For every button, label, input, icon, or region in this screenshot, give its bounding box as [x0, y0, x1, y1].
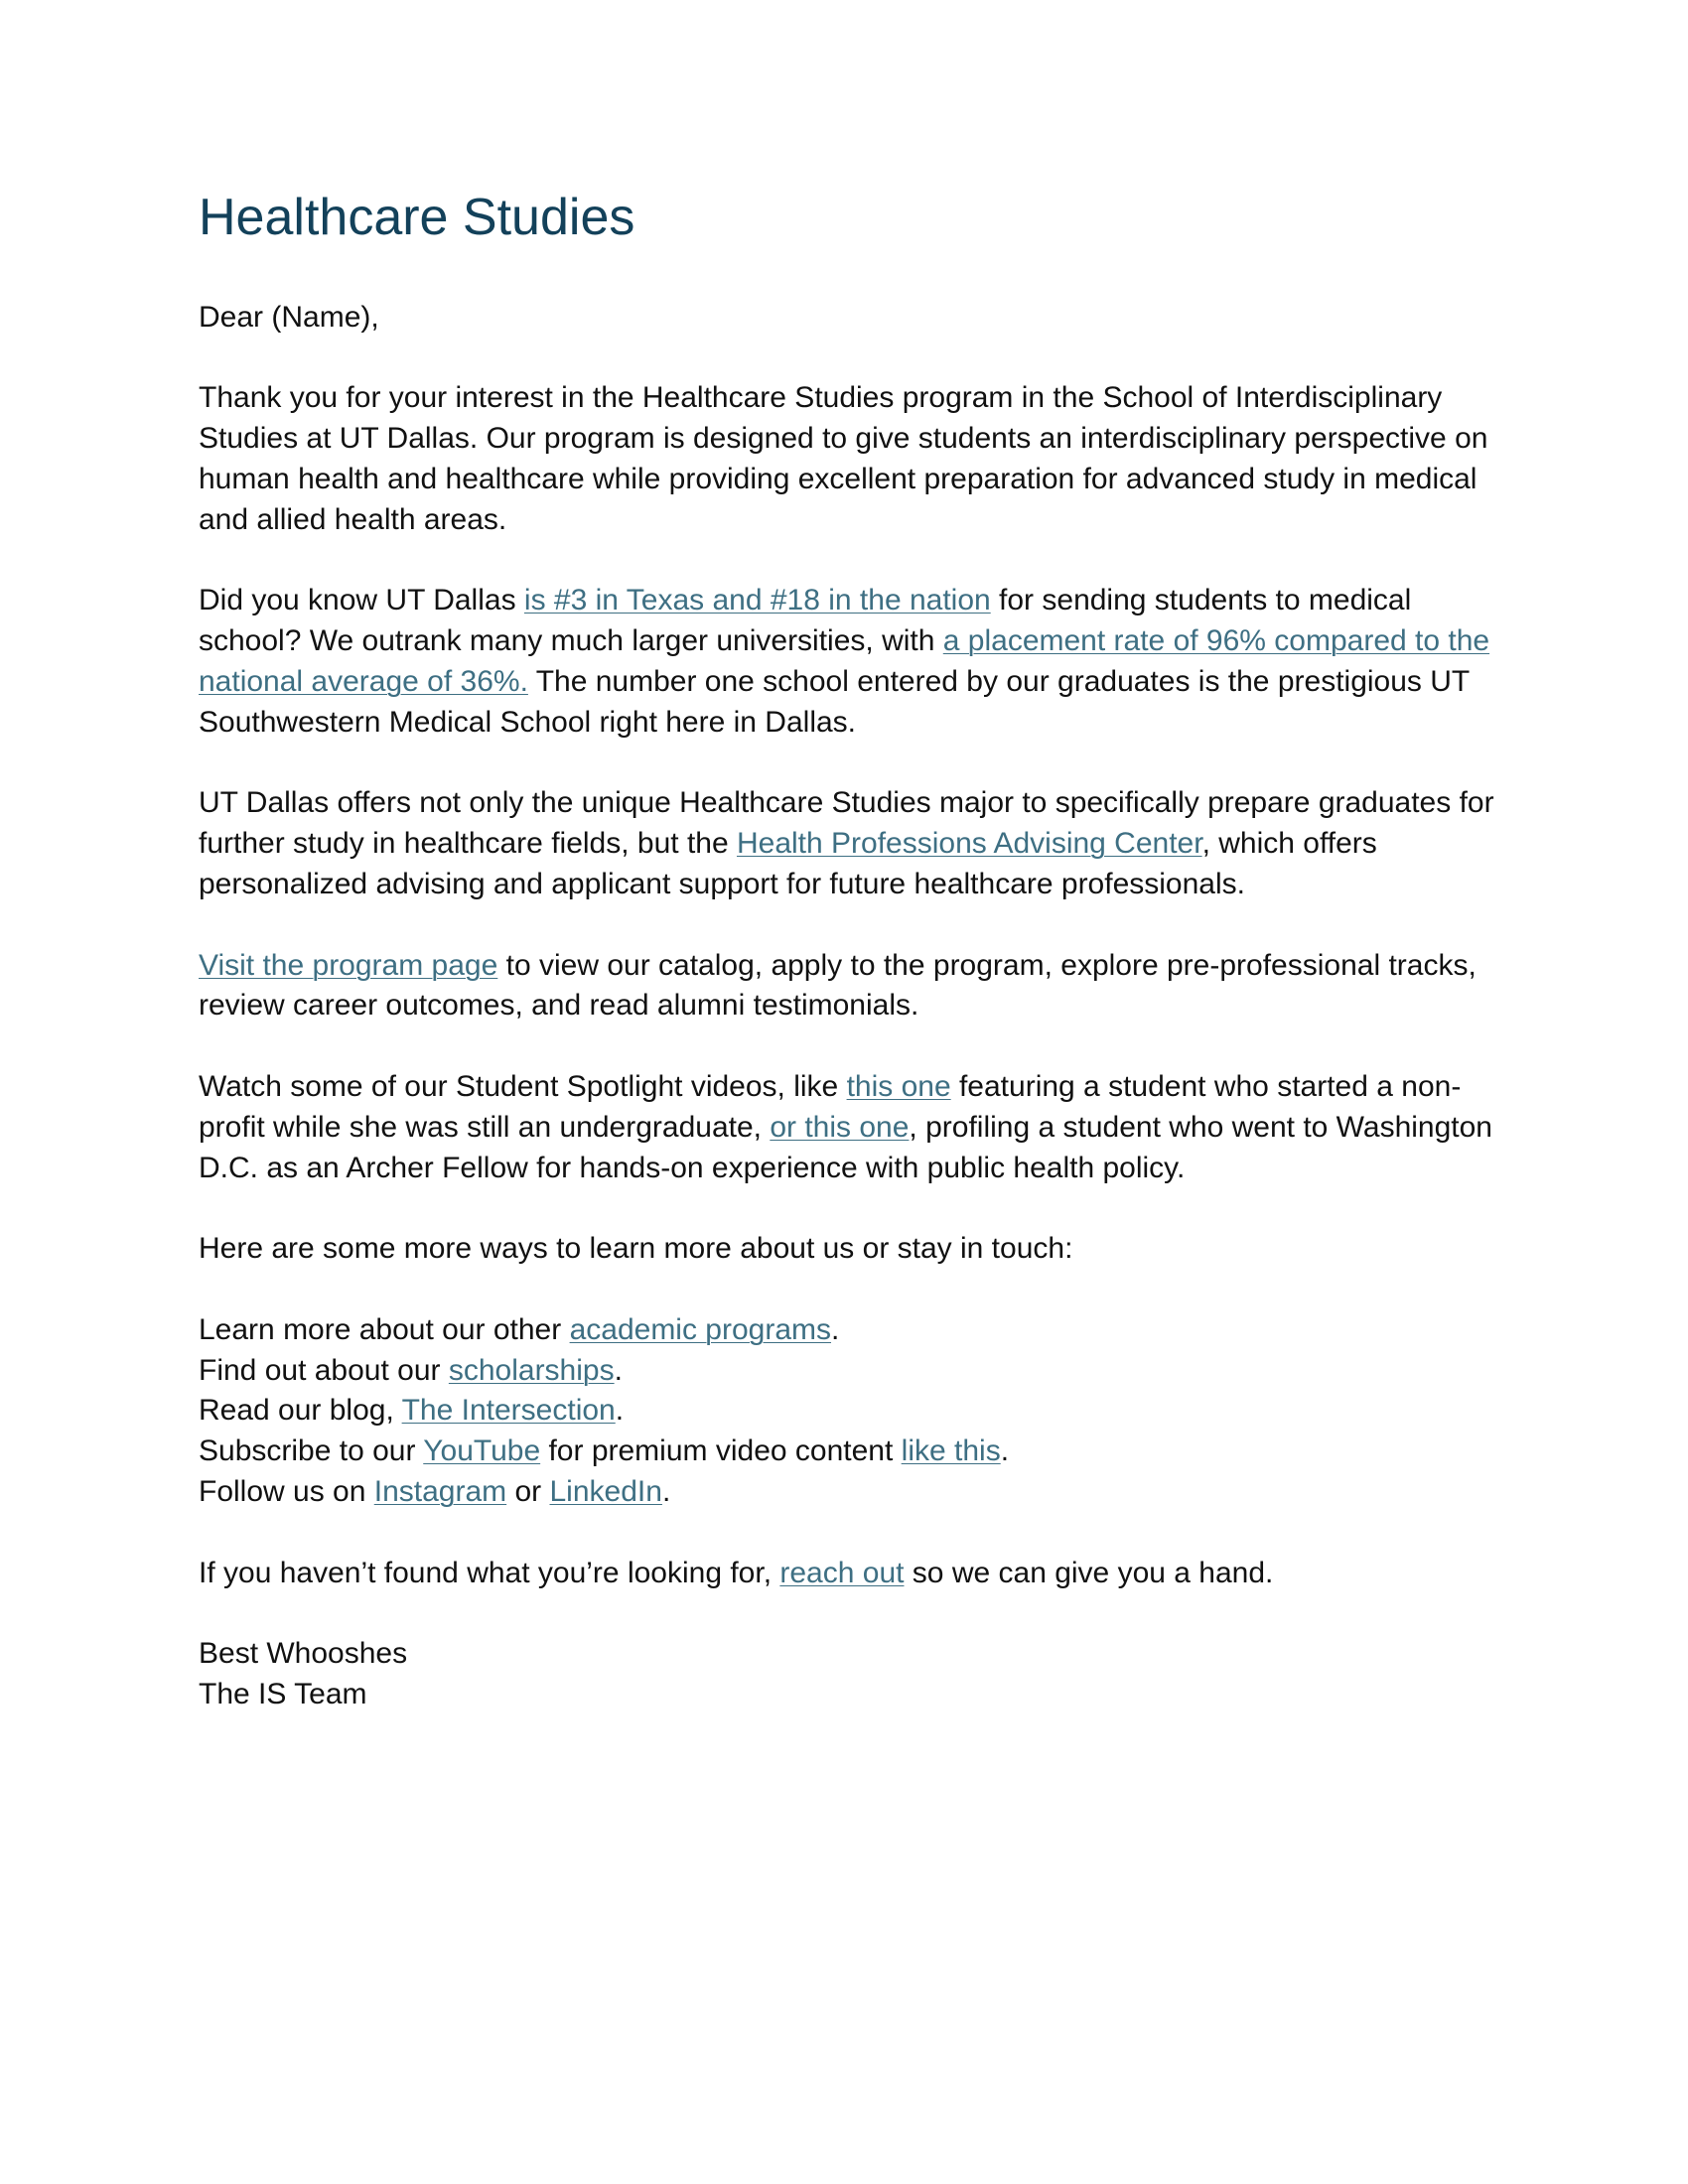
academic-programs-link[interactable]: academic programs [569, 1312, 832, 1346]
spotlight-video-link-2[interactable]: or this one [770, 1110, 910, 1144]
reach-out-text-2: so we can give you a hand. [904, 1556, 1274, 1589]
document-page [199, 189, 1499, 1715]
spotlight-text-1: Watch some of our Student Spotlight videos, like [199, 1069, 847, 1103]
spotlight-text-2: featuring a student who started a non-profit while she was still an undergraduate, [199, 1069, 1462, 1144]
advising-text-2: , which offers personalized advising and applicant support for future healthcare professionals. [199, 827, 1377, 900]
placement-rate-link[interactable]: a placement rate of 96% compared to the national average of 36%. [199, 624, 1490, 698]
list-item-text: for premium video content [540, 1434, 902, 1468]
list-item-text: Read our blog, [199, 1394, 402, 1428]
intro-paragraph: Thank you for your interest in the Healthcare Studies program in the School of Interdisciplinary Studies at UT Dallas. Our program is designed to give students an interdisciplinary perspective on human health and healthcare while providing excellent preparation for advanced study in medical and allied health areas. [199, 381, 1488, 536]
advising-text-1: UT Dallas offers not only the unique Healthcare Studies major to specifically prepare graduates for further study in healthcare fields, but the [199, 786, 1494, 861]
health-professions-advising-link[interactable]: Health Professions Advising Center [736, 827, 1202, 861]
premium-video-link[interactable]: like this [901, 1434, 1001, 1468]
ranking-text-3: The number one school entered by our graduates is the prestigious UT Southwestern Medical School right here in Dallas. [199, 664, 1470, 739]
list-item-text: Find out about our [199, 1353, 449, 1387]
list-item [199, 1310, 1499, 1351]
advising-paragraph [199, 783, 1499, 904]
ranking-paragraph [199, 581, 1499, 743]
program-page-text: to view our catalog, apply to the program, explore pre-professional tracks, review career outcomes, and read alumni testimonials. [199, 948, 1477, 1023]
signoff [199, 1634, 1499, 1715]
greeting: Dear (Name), [199, 300, 379, 334]
page-title: Healthcare Studies [199, 189, 635, 246]
reach-out-text-1: If you haven’t found what you’re looking for, [199, 1556, 780, 1589]
list-item-punct: . [1000, 1434, 1010, 1468]
program-page-paragraph [199, 946, 1499, 1027]
blog-link[interactable]: The Intersection [401, 1394, 616, 1428]
list-item [199, 1391, 1499, 1432]
signoff-closing: Best Whooshes [199, 1637, 408, 1671]
spotlight-paragraph [199, 1067, 1499, 1188]
linkedin-link[interactable]: LinkedIn [549, 1474, 662, 1508]
signoff-signature: The IS Team [199, 1677, 367, 1710]
spotlight-text-3: , profiling a student who went to Washington D.C. as an Archer Fellow for hands-on experience with public health policy. [199, 1110, 1492, 1184]
list-item-text: Subscribe to our [199, 1434, 424, 1468]
ranking-text-2: for sending students to medical school? We outrank many much larger universities, with [199, 584, 1412, 658]
list-item [199, 1351, 1499, 1392]
ranking-link[interactable]: is #3 in Texas and #18 in the nation [523, 584, 991, 617]
links-list [199, 1310, 1499, 1513]
reach-out-link[interactable]: reach out [779, 1556, 905, 1589]
list-item [199, 1472, 1499, 1513]
youtube-link[interactable]: YouTube [423, 1434, 541, 1468]
list-item-punct: . [614, 1353, 623, 1387]
list-item-punct: . [615, 1394, 625, 1428]
list-item-text: Learn more about our other [199, 1312, 570, 1346]
program-page-link[interactable]: Visit the program page [199, 948, 498, 982]
list-item-punct: . [661, 1474, 671, 1508]
ranking-text-1: Did you know UT Dallas [199, 584, 524, 617]
list-item-text: or [506, 1474, 550, 1508]
list-item-punct: . [831, 1312, 840, 1346]
stay-in-touch-intro: Here are some more ways to learn more about us or stay in touch: [199, 1232, 1073, 1266]
instagram-link[interactable]: Instagram [373, 1474, 507, 1508]
reach-out-paragraph [199, 1554, 1499, 1594]
scholarships-link[interactable]: scholarships [448, 1353, 615, 1387]
list-item [199, 1432, 1499, 1472]
list-item-text: Follow us on [199, 1474, 374, 1508]
spotlight-video-link-1[interactable]: this one [846, 1069, 951, 1103]
